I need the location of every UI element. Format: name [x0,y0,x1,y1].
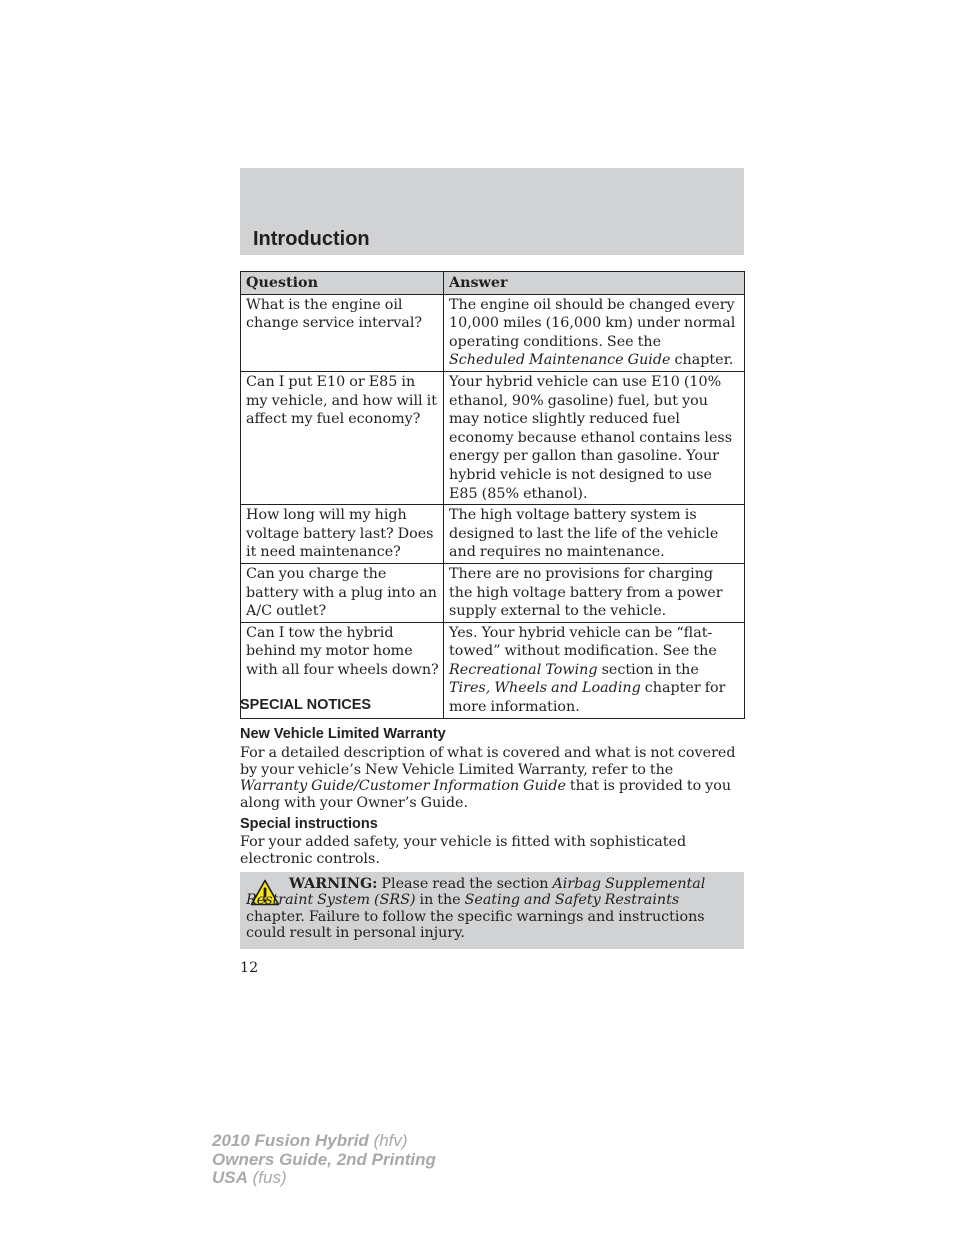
question-cell: How long will my high voltage battery last? Does it need maintenance? [241,505,444,564]
section-header-band [240,168,744,255]
page-number: 12 [240,960,259,976]
answer-text: The engine oil should be changed every 10,000 miles (16,000 km) under normal operating conditions. See the [449,296,736,350]
special-instructions-paragraph: For your added safety, your vehicle is fitted with sophisticated electronic controls. [240,834,687,867]
warning-text: Please read the section [377,876,553,892]
footer-market: USA [212,1168,248,1187]
answer-reference: Scheduled Maintenance Guide [449,352,671,369]
warning-reference: Seating and Safety Restraints [464,892,680,909]
document-footer [212,1132,436,1188]
warranty-heading: New Vehicle Limited Warranty [240,726,446,742]
footer-line-1 [212,1132,436,1151]
table-body [241,294,745,718]
footer-line-2 [212,1151,436,1170]
table-row [241,505,745,564]
table-row [241,563,745,622]
warranty-reference: Warranty Guide/Customer Information Guide [240,778,566,794]
footer-line-3 [212,1169,436,1188]
qa-table [240,271,745,719]
footer-model-code: (hfv) [373,1131,408,1150]
warning-label: WARNING: [289,876,378,892]
answer-reference: Recreational Towing [449,661,598,678]
answer-text: Your hybrid vehicle can use E10 (10% ethanol, 90% gasoline) fuel, but you may notice slightly reduced fuel economy because ethanol contains less energy per gallon than gasoline. Your hybrid vehicle is not designed to use E85 (85% ethanol). [449,373,733,502]
special-instructions-heading: Special instructions [240,816,378,832]
question-cell: Can I put E10 or E85 in my vehicle, and how will it affect my fuel economy? [241,371,444,504]
table-row [241,294,745,371]
warranty-text: For a detailed description of what is covered and what is not covered by your vehicle’s New Vehicle Limited Warranty, refer to the [240,745,736,778]
answer-reference: Tires, Wheels and Loading [449,680,641,697]
footer-market-code: (fus) [252,1168,287,1187]
answer-text: section in the [597,661,699,678]
warning-text: in the [415,892,465,909]
warranty-text: that is provided to you along with your Owner’s Guide. [240,778,732,811]
answer-cell [444,563,745,622]
answer-cell [444,371,745,504]
question-cell: Can you charge the battery with a plug into an A/C outlet? [241,563,444,622]
warranty-paragraph [240,745,744,811]
table-row [241,371,745,504]
answer-text: There are no provisions for charging the high voltage battery from a power supply external to the vehicle. [449,565,723,620]
warning-box [240,872,744,949]
answer-cell [444,622,745,718]
question-cell: What is the engine oil change service interval? [241,294,444,371]
section-title: Introduction [253,228,370,250]
warning-reference: Airbag Supplemental Restraint System (SRS) [246,876,706,909]
answer-text: chapter for more information. [449,680,726,716]
table-header-row [241,272,745,295]
answer-cell [444,505,745,564]
answer-cell [444,294,745,371]
warning-text [246,876,732,941]
special-notices-heading: SPECIAL NOTICES [240,697,372,713]
question-cell: Can I tow the hybrid behind my motor home with all four wheels down? [241,622,444,718]
footer-edition: Owners Guide, 2nd Printing [212,1149,436,1169]
warning-text: chapter. Failure to follow the specific warnings and instructions could result in personal injury. [246,908,705,941]
answer-text: chapter. [670,352,734,369]
footer-model: 2010 Fusion Hybrid [212,1131,369,1150]
column-header-answer: Answer [444,272,745,295]
column-header-question: Question [241,272,444,295]
answer-text: Yes. Your hybrid vehicle can be “flat-towed” without modification. See the [449,624,717,660]
answer-text: The high voltage battery system is designed to last the life of the vehicle and requires no maintenance. [449,507,719,561]
